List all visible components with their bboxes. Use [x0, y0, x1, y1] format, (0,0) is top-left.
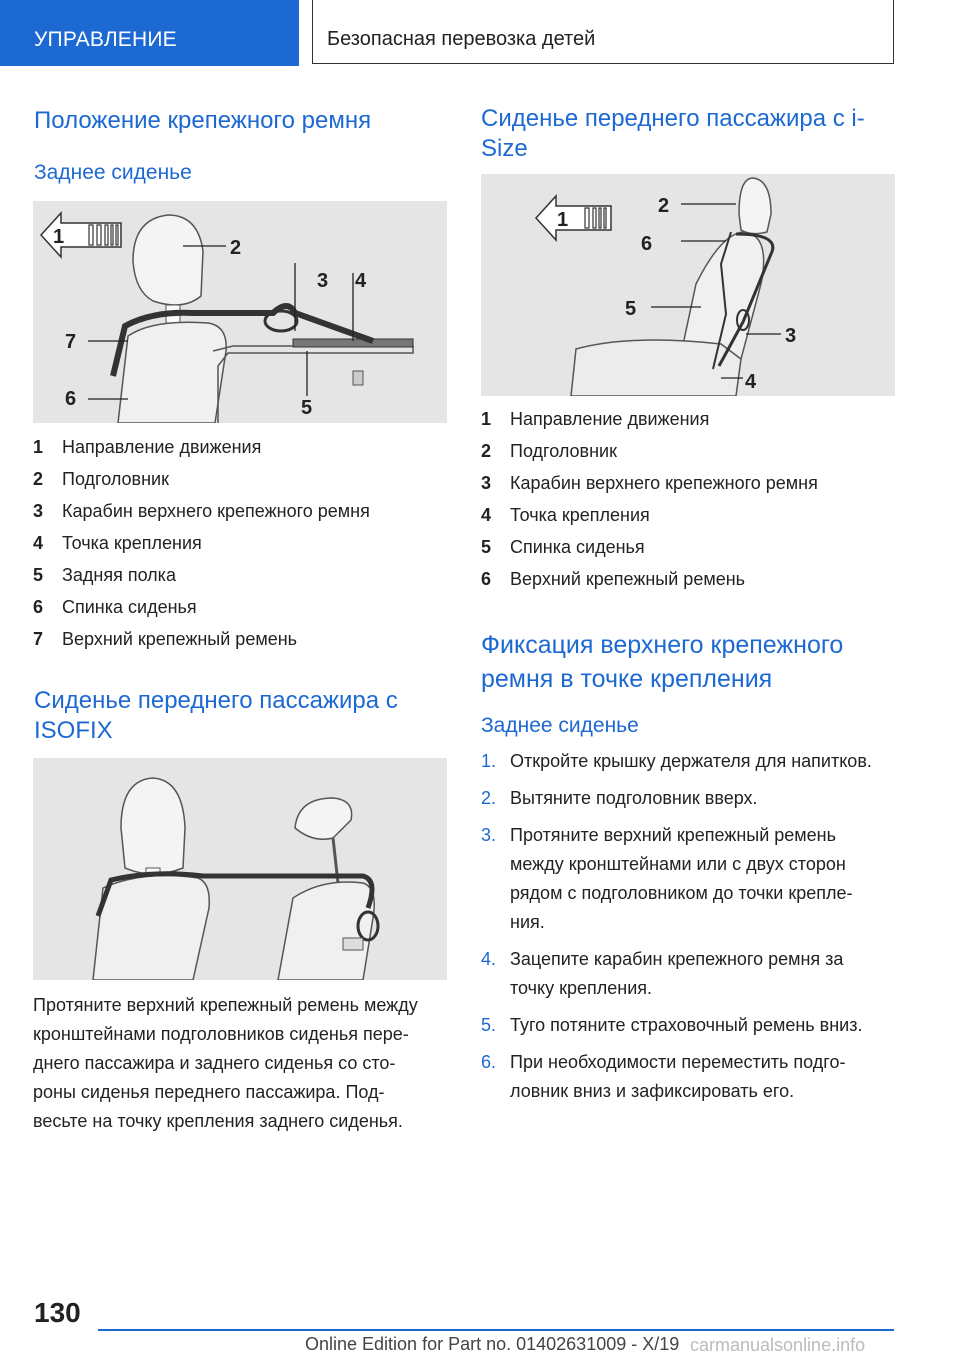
list-item: 3 Карабин верхнего крепежного ремня — [33, 501, 370, 521]
section-title: УПРАВЛЕНИЕ — [34, 28, 177, 51]
rear-seat-figure — [33, 201, 447, 423]
isofix-text: Протяните верхний крепежный ремень между кронштейнами подголовников сиденья пере- днего пассажира и заднего сиденья со сто- роны сиденья переднего пассажира. Под- весьте на точку крепления заднего сиденья. — [33, 995, 418, 1131]
list-item: 5. Туго потяните страховочный ремень вниз. — [481, 1015, 863, 1035]
isize-legend — [481, 403, 818, 595]
isofix-heading: Сиденье переднего пассажира с ISOFIX — [34, 687, 398, 744]
list-item: 2 Подголовник — [481, 441, 617, 461]
list-item: 4. Зацепите карабин крепежного ремня за точку крепления. — [481, 949, 844, 998]
isize-figure — [481, 174, 895, 396]
list-item: 5 Спинка сиденья — [481, 537, 645, 557]
list-item: 5 Задняя полка — [33, 565, 176, 585]
footer-edition: Online Edition for Part no. 01402631009 - X/19 — [305, 1334, 680, 1354]
fig3-label-4: 4 — [745, 371, 757, 393]
fixing-title: Фиксация верхнего крепежного ремня в точке крепления — [481, 631, 844, 693]
list-item: 2. Вытяните подголовник вверх. — [481, 788, 758, 808]
section-tab — [0, 0, 299, 66]
list-item: 6 Спинка сиденья — [33, 597, 197, 617]
rear-seat-heading: Заднее сиденье — [34, 161, 192, 184]
watermark: carmanualsonline.info — [690, 1335, 866, 1355]
fig3-label-1: 1 — [557, 209, 569, 231]
list-item: 1. Откройте крышку держателя для напитков. — [481, 751, 872, 771]
fig1-label-6: 6 — [65, 388, 77, 410]
isofix-figure — [33, 758, 447, 980]
fig1-label-4: 4 — [355, 270, 367, 292]
list-item: 1 Направление движения — [33, 437, 262, 457]
fixing-subheading: Заднее сиденье — [481, 714, 639, 737]
fig3-label-2: 2 — [658, 195, 670, 217]
fig1-label-1: 1 — [53, 226, 65, 248]
list-item: 3. Протяните верхний крепежный ремень между кронштейнами или с двух сторон рядом с подголовником до точки крепле- ния. — [481, 825, 853, 932]
list-item: 7 Верхний крепежный ремень — [33, 629, 298, 649]
fig3-label-6: 6 — [641, 233, 653, 255]
isize-heading: Сиденье переднего пассажира с i- Size — [481, 105, 865, 162]
fig1-label-5: 5 — [301, 397, 313, 419]
page-number: 130 — [34, 1297, 81, 1328]
fig3-label-5: 5 — [625, 298, 637, 320]
list-item: 4 Точка крепления — [481, 505, 650, 525]
fixing-steps — [481, 747, 901, 1114]
list-item: 6 Верхний крепежный ремень — [481, 569, 746, 589]
list-item: 4 Точка крепления — [33, 533, 202, 553]
fig3-label-3: 3 — [785, 325, 797, 347]
list-item: 2 Подголовник — [33, 469, 169, 489]
arrow-left-icon — [536, 196, 611, 240]
list-item: 6. При необходимости переместить подго- ловник вниз и зафиксировать его. — [481, 1052, 846, 1101]
rear-seat-legend — [33, 431, 370, 655]
page-title: Положение крепежного ремня — [34, 107, 372, 134]
list-item: 3 Карабин верхнего крепежного ремня — [481, 473, 818, 493]
fig1-label-7: 7 — [65, 331, 77, 353]
list-item: 1 Направление движения — [481, 409, 710, 429]
chapter-box — [312, 0, 894, 64]
chapter-title: Безопасная перевозка детей — [327, 28, 596, 50]
footer-divider — [98, 1329, 894, 1331]
fig1-label-2: 2 — [230, 237, 242, 259]
fig1-label-3: 3 — [317, 270, 329, 292]
